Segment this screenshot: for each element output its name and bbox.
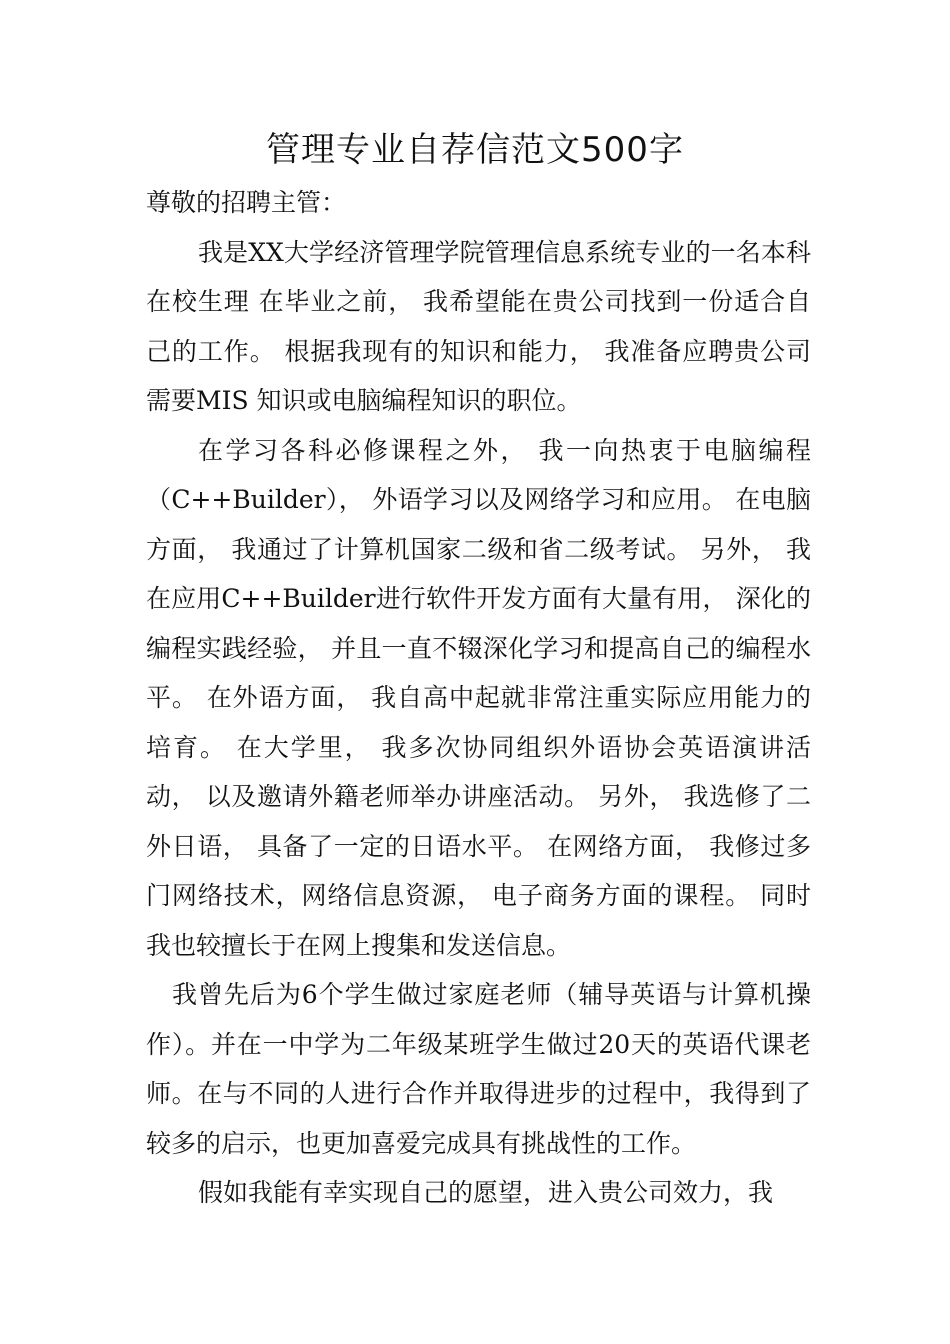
paragraph-intro: 我是XX大学经济管理学院管理信息系统专业的一名本科在校生理 在毕业之前， 我希望能在贵公司找到一份适合自己的工作。 根据我现有的知识和能力， 我准备应聘贵公司需要MIS 知识或电脑编程知识的职位。 <box>146 237 811 415</box>
paragraph-experience: 我曾先后为6个学生做过家庭老师（辅导英语与计算机操作）。并在一中学为二年级某班学生做过20天的英语代课老师。在与不同的人进行合作并取得进步的过程中，我得到了较多的启示，也更加喜爱完成具有挑战性的工作。 <box>146 980 811 1158</box>
paragraph-skills: 在学习各科必修课程之外， 我一向热衷于电脑编程（C++Builder）， 外语学习以及网络学习和应用。 在电脑方面， 我通过了计算机国家二级和省二级考试。 另外， 我在应用C++Builder进行软件开发方面有大量有用， 深化的编程实践经验， 并且一直不辍深化学习和提高自己的编程水平。 在外语方面， 我自高中起就非常注重实际应用能力的培育。 在大学里， 我多次协同组织外语协会英语演讲活动， 以及邀请外籍老师举办讲座活动。 另外， 我选修了二外日语， 具备了一定的日语水平。 在网络方面， 我修过多门网络技术，网络信息资源， 电子商务方面的课程。 同时我也较擅长于在网上搜集和发送信息。 <box>146 435 811 960</box>
paragraph-closing: 假如我能有幸实现自己的愿望，进入贵公司效力，我 <box>198 1178 774 1207</box>
document-body <box>146 178 811 1218</box>
document-title: 管理专业自荐信范文500字 <box>266 130 684 170</box>
salutation: 尊敬的招聘主管： <box>146 188 347 217</box>
